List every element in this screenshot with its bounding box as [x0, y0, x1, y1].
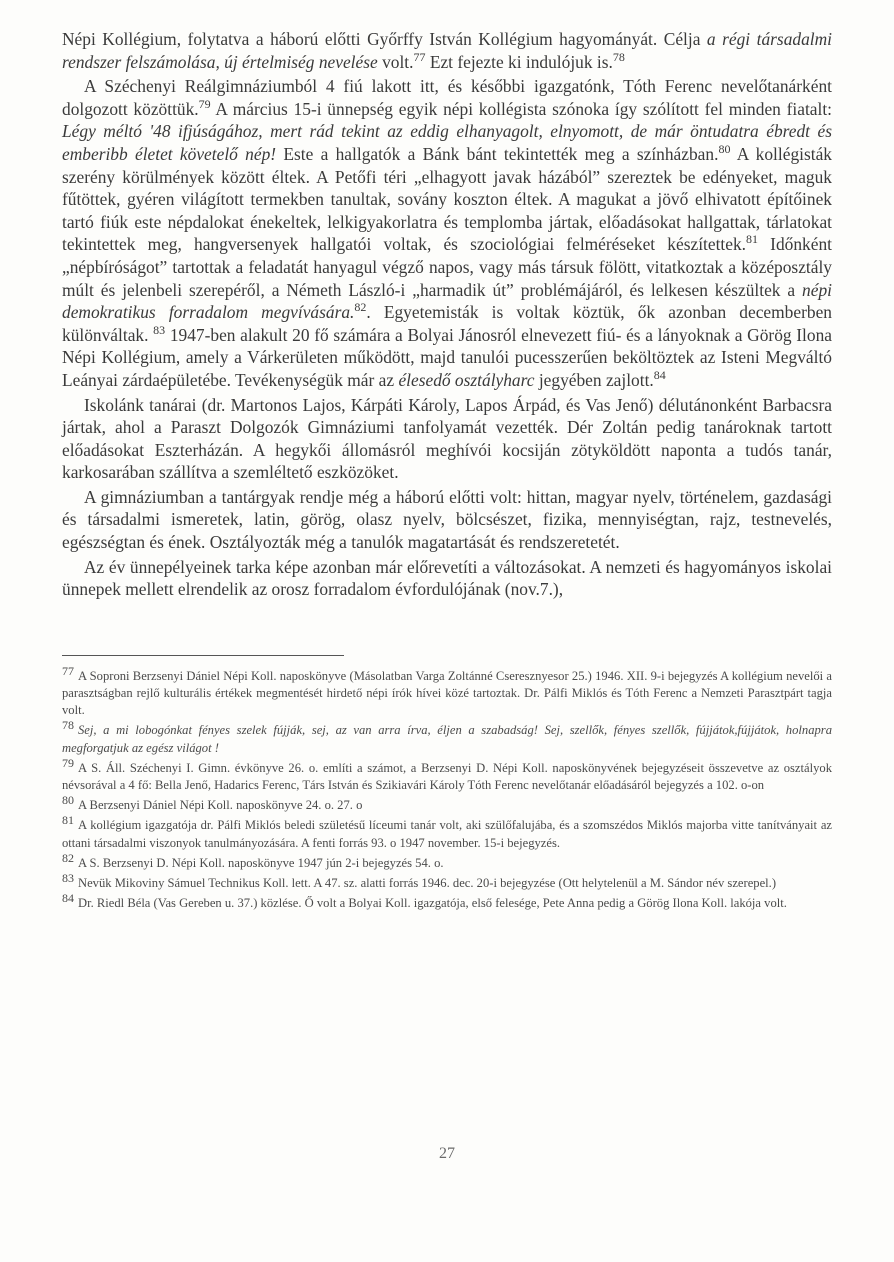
italic-text: a régi társadalmi rendszer felszámolása, új értelmiség nevelése: [62, 29, 832, 72]
footnote-reference: 78: [612, 49, 625, 64]
body-text: [62, 28, 832, 601]
paragraph: [62, 556, 832, 601]
footnote: [62, 891, 832, 912]
text-run: Iskolánk tanárai (dr. Martonos Lajos, Kárpáti Károly, Lapos Árpád, és Vas Jenő) délutánonként Barbacsra jártak, ahol a Paraszt Dolgozók Gimnáziumi tanfolyamát vezették. Dér Zoltán pedig tanároknak tartott előadásokat Eszterházán. A hegykői állomásról meghívói kocsiján zötyköldött naponta a tudós tanár, karkosarában szállítva a szemléltető eszközöket.: [62, 394, 832, 483]
footnote-reference: 83: [153, 322, 166, 337]
text-run: A S. Berzsenyi D. Népi Koll. naposkönyve 1947 jún 2-i bejegyzés 54. o.: [78, 855, 444, 870]
text-run: volt.: [377, 51, 414, 72]
text-run: Népi Kollégium, folytatva a háború előtti Győrffy István Kollégium hagyományát. Célja: [62, 29, 707, 49]
footnotes: [62, 663, 832, 913]
text-run: A március 15-i ünnepség egyik népi kollégista szónoka így szólított fel minden fiatalt:: [210, 98, 832, 119]
text-run: A Széchenyi Reálgimnáziumból 4 fiú lakott itt, és későbbi igazgatónk, Tóth Ferenc nevelőtanárként dolgozott közöttük.: [62, 76, 832, 119]
footnote-reference: 84: [653, 368, 666, 383]
footnote-reference: 77: [413, 49, 426, 64]
footnote: [62, 870, 832, 892]
footnote-reference: 82: [354, 300, 367, 315]
text-run: A Soproni Berzsenyi Dániel Népi Koll. naposkönyve (Másolatban Varga Zoltánné Cseresznyesor 25.) 1946. XII. 9-i bejegyzés A kollégium nevelői a parasztságban rejlő kulturális értékek megmentését hirdető népi írók hívei közé tartoztak. Dr. Pálfi Miklós és Tóth Ferenc a Nemzeti Parasztpárt tagja volt.: [62, 668, 832, 718]
paragraph: [62, 75, 832, 391]
text-run: . Egyetemisták is voltak köztük, ők azonban decemberben különváltak.: [62, 302, 832, 345]
text-run: A Berzsenyi Dániel Népi Koll. naposkönyve 24. o. 27. o: [78, 798, 363, 813]
footnote-number: 83: [62, 870, 74, 885]
footnote-number: 79: [62, 755, 74, 770]
footnote-separator: [62, 655, 344, 656]
paragraph: [62, 394, 832, 484]
text-run: A gimnáziumban a tantárgyak rendje még a háború előtti volt: hittan, magyar nyelv, történelem, gazdasági és társadalmi ismeretek, latin, görög, olasz nyelv, bölcsészet, fizika, mennyiségtan, rajz, testnevelés, egészségtan és ének. Osztályozták még a tanulók magatartását és rendszeretetét.: [62, 486, 832, 553]
text-run: A kollégisták szerény körülmények között éltek. A Petőfi téri „elhagyott javak házából” szereztek be edényeket, maguk fűtöttek, gyéren világított termekben tanultak, sovány koszton éltek. A magukat a jövő elhivatott építőinek tartó fiúk este népdalokat énekeltek, lelkigyakorlatra és templomba jártak, előadásokat hallgattak, tárlatokat tekintettek meg, hangversenyek hallgatói voltak, és szociológiai felméréseket készítettek.: [62, 143, 832, 255]
text-run: Ezt fejezte ki indulójuk is.: [425, 51, 613, 72]
italic-text: népi demokratikus forradalom megvívására.: [62, 279, 832, 323]
text-run: Nevük Mikoviny Sámuel Technikus Koll. lett. A 47. sz. alatti forrás 1946. dec. 20-i bejegyzése (Ott helytelenül a M. Sándor név szerepel.): [78, 876, 777, 891]
text-run: Dr. Riedl Béla (Vas Gereben u. 37.) közlése. Ő volt a Bolyai Koll. igazgatója, első felesége, Pete Anna pedig a Görög Ilona Koll. lakója volt.: [78, 896, 787, 911]
footnote-number: 84: [62, 891, 74, 906]
text-run: Az év ünnepélyeinek tarka képe azonban már előrevetíti a változásokat. A nemzeti és hagyományos iskolai ünnepek mellett elrendelik az orosz forradalom évfordulójának (nov.7.),: [62, 556, 832, 600]
italic-text: élesedő osztályharc: [398, 369, 535, 390]
footnote: [62, 850, 832, 872]
footnote-number: 80: [62, 793, 74, 808]
text-run: Este a hallgatók a Bánk bánt tekintették meg a színházban.: [276, 143, 719, 164]
footnote-number: 81: [62, 813, 74, 828]
footnote-reference: 80: [718, 142, 731, 157]
page-number: 27: [439, 1145, 455, 1162]
text-run: 1947-ben alakult 20 fő számára a Bolyai Jánosról elnevezett fiú- és a lányoknak a Görög Ilona Népi Kollégium, amely a Várkerületen működött, majd tanulói pucesszerűen beköltöztek az Isteni Megváltó Leányai zárdaépületébe. Tevékenységük már az: [62, 324, 832, 390]
paragraph: [62, 486, 832, 554]
text-run: Időnként „népbíróságot” tartottak a feladatát hanyagul végző napos, vagy más társuk fölött, vitatkoztak a középosztály múlt és jelenbeli szerepéről, a Németh László-i „harmadik út” problémájáról, és lelkesen készültek a: [62, 234, 832, 300]
italic-text: Sej, a mi lobogónkat fényes szelek fújják, sej, az van arra írva, éljen a szabadság! Sej, szellők, fényes szellők, fújjátok,fújjátok, holnapra megforgatjuk az egész világot !: [62, 723, 832, 755]
footnote: [62, 718, 832, 756]
paragraph: [62, 28, 832, 73]
footnote-reference: 79: [198, 96, 211, 111]
footnote-number: 77: [62, 663, 74, 678]
footnote-reference: 81: [746, 232, 759, 247]
text-run: A kollégium igazgatója dr. Pálfi Miklós beledi születésű líceumi tanár volt, aki szülőfalujába, és a szomszédos Miklós majorba vitte tanítványait az ottani társadalmi viszonyok tanulmányozására. A fenti forrás 93. o 1947 november. 15-i bejegyzés.: [62, 818, 832, 850]
footnote-number: 78: [62, 718, 74, 733]
footnote: [62, 663, 832, 720]
italic-text: Légy méltó '48 ifjúságához, mert rád tekint az eddig elhanyagolt, elnyomott, de már öntudatra ébredt és emberibb életet követelő nép!: [62, 121, 832, 164]
footnote-number: 82: [62, 850, 74, 865]
text-run: jegyében zajlott.: [534, 369, 654, 390]
footnote: [62, 793, 832, 814]
footnote: [62, 813, 832, 851]
footnote: [62, 755, 832, 794]
text-run: A S. Áll. Széchenyi I. Gimn. évkönyve 26. o. említi a számot, a Berzsenyi D. Népi Koll. naposkönyvének bejegyzéseit összevetve az osztályok névsorával a 4 fő: Bella Jenő, Hadarics Ferenc, Társ István és Szikiavári Károly Tóth Ferenc nevelőtanár előadásáról bejegyzés a 102. o-on: [62, 760, 832, 793]
